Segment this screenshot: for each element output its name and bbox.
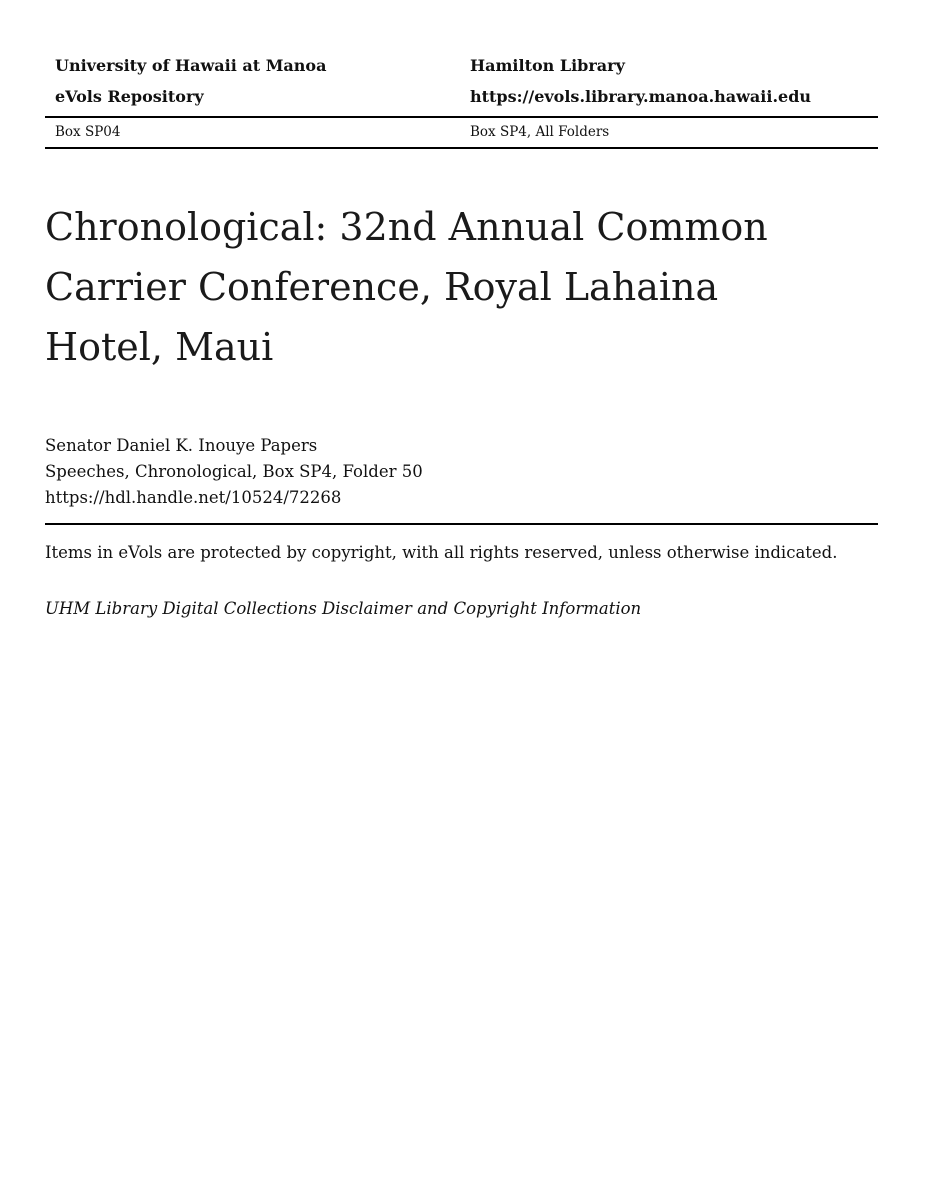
repository-url-text[interactable]: https://evols.library.manoa.hawaii.edu xyxy=(470,87,812,106)
repository-name: eVols Repository xyxy=(55,87,204,106)
series-info: Speeches, Chronological, Box SP4, Folder 50 xyxy=(45,462,423,481)
handle-url-link[interactable] xyxy=(45,485,878,511)
header-divider-bottom xyxy=(45,147,878,149)
box-label-right: Box SP4, All Folders xyxy=(470,124,610,140)
institution-name: University of Hawaii at Manoa xyxy=(55,56,327,75)
header-top-row xyxy=(45,50,878,112)
disclaimer-link[interactable] xyxy=(45,597,878,621)
header-left-cell xyxy=(45,50,460,112)
header-right-cell xyxy=(460,50,878,112)
box-label-left: Box SP04 xyxy=(55,124,121,140)
content-divider xyxy=(45,523,878,525)
document-meta xyxy=(45,433,878,511)
collection-name: Senator Daniel K. Inouye Papers xyxy=(45,436,318,455)
disclaimer-link-text[interactable]: UHM Library Digital Collections Disclaimer and Copyright Information xyxy=(45,599,642,618)
repo-header xyxy=(45,0,878,149)
library-name: Hamilton Library xyxy=(470,56,625,75)
repository-url-link[interactable] xyxy=(470,81,878,112)
document-title: Chronological: 32nd Annual Common Carrier Conference, Royal Lahaina Hotel, Maui xyxy=(45,205,768,369)
copyright-notice: Items in eVols are protected by copyright, with all rights reserved, unless otherwise indicated. xyxy=(45,543,838,562)
handle-url-text[interactable]: https://hdl.handle.net/10524/72268 xyxy=(45,488,342,507)
box-info-row xyxy=(45,118,878,147)
